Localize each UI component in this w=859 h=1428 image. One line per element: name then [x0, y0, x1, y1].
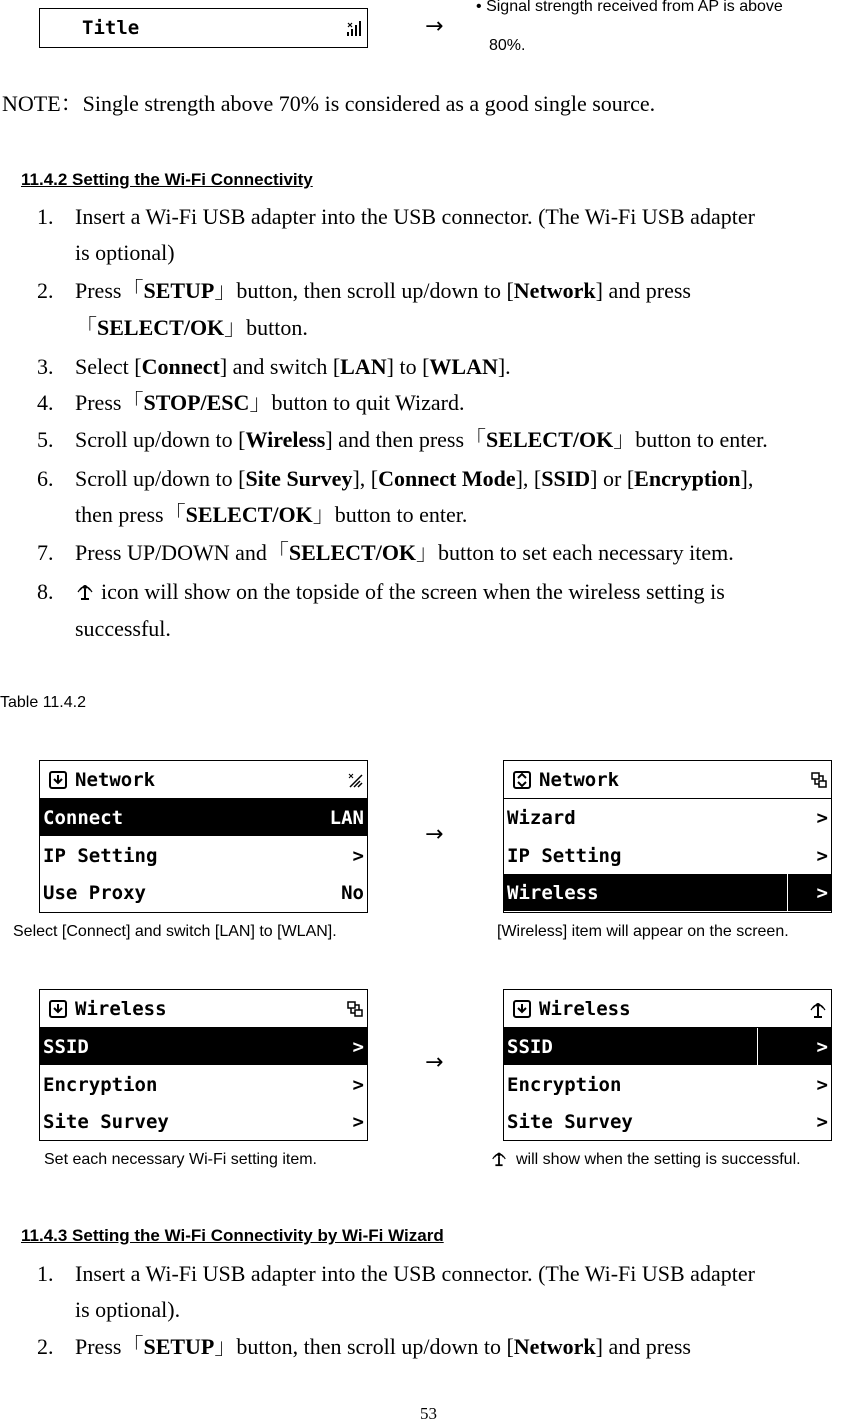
step-text: 」button to set each necessary item.	[416, 540, 734, 565]
row-value: >	[816, 1110, 828, 1133]
row-value: >	[816, 806, 828, 829]
step-num: 8.	[37, 579, 54, 604]
step-bold: WLAN	[429, 354, 498, 379]
row-label: IP Setting	[43, 844, 158, 867]
lcd-title: Network	[75, 768, 156, 791]
step-2	[37, 273, 691, 309]
down-arrow-icon	[49, 771, 67, 789]
step-num: 4.	[37, 390, 54, 415]
step-6-cont	[75, 497, 467, 533]
caption-1: Select [Connect] and switch [LAN] to [WLAN].	[13, 923, 337, 940]
step-text: Scroll up/down to [	[75, 466, 246, 491]
row-label: IP Setting	[507, 844, 622, 867]
row-value-cell	[757, 1028, 831, 1065]
step-num: 5.	[37, 427, 54, 452]
step-text: ], [	[352, 466, 379, 491]
no-signal-icon	[346, 771, 364, 789]
step-bold: Wireless	[245, 427, 326, 452]
step-text: 」button to quit Wizard.	[249, 390, 465, 415]
step-text: icon will show on the topside of the screen when the wireless setting is	[101, 579, 725, 604]
row-label: Site Survey	[43, 1110, 169, 1133]
wifi-connected-icon	[75, 581, 95, 601]
step-bold: SELECT/OK	[288, 540, 417, 565]
menu-row-site-survey[interactable]	[40, 1103, 367, 1140]
section-heading-1142: 11.4.2 Setting the Wi-Fi Connectivity	[21, 170, 313, 189]
step-text: Press「	[75, 390, 144, 415]
row-value: >	[816, 881, 828, 904]
row-label: Encryption	[507, 1073, 622, 1096]
lcd-title: Wireless	[75, 997, 167, 1020]
row-value: LAN	[329, 806, 364, 829]
row-label: Encryption	[43, 1073, 158, 1096]
menu-row-ip-setting[interactable]	[40, 837, 367, 874]
menu-row-wireless[interactable]	[504, 874, 831, 911]
step-1-cont: is optional).	[75, 1297, 181, 1322]
step-1-cont: is optional)	[75, 240, 175, 265]
lcd-header	[40, 990, 367, 1028]
step-4	[37, 385, 464, 421]
lcd-screen-wireless-1	[39, 989, 368, 1141]
row-label: Site Survey	[507, 1110, 633, 1133]
bullet: •	[476, 0, 482, 15]
step-8	[37, 574, 725, 610]
table-label: Table 11.4.2	[0, 694, 86, 711]
step-text: 「	[75, 315, 98, 340]
top-arrow: →	[425, 14, 444, 39]
step-text: 」button to enter.	[312, 502, 468, 527]
step-text: Insert a Wi-Fi USB adapter into the USB connector. (The Wi-Fi USB adapter	[75, 1261, 755, 1286]
step-bold: SELECT/OK	[486, 427, 614, 452]
step-bold: Network	[513, 1334, 596, 1359]
step-7	[37, 535, 734, 571]
row-value: >	[352, 1110, 364, 1133]
step-bold: Site Survey	[245, 466, 353, 491]
section-heading-1143: 11.4.3 Setting the Wi-Fi Connectivity by Wi-Fi Wizard	[21, 1226, 444, 1245]
note-text: NOTE：Single strength above 70% is considered as a good single source.	[2, 91, 656, 116]
step-text: ] and press	[595, 1334, 691, 1359]
menu-row-wizard[interactable]	[504, 799, 831, 836]
row-value: >	[816, 1073, 828, 1096]
step-text: 」button.	[224, 315, 308, 340]
down-arrow-icon	[513, 1000, 531, 1018]
step-text: Select [	[75, 354, 142, 379]
step-bold: LAN	[340, 354, 387, 379]
signal-strength-icon	[346, 19, 364, 37]
step-bold: SETUP	[143, 1334, 215, 1359]
step-bold: SETUP	[143, 278, 215, 303]
step-2	[37, 1329, 691, 1365]
down-arrow-icon	[49, 1000, 67, 1018]
step-5	[37, 422, 768, 458]
lcd-header	[504, 761, 831, 799]
step-text: Insert a Wi-Fi USB adapter into the USB connector. (The Wi-Fi USB adapter	[75, 204, 755, 229]
menu-row-ssid[interactable]	[504, 1028, 831, 1065]
step-text: ], [	[515, 466, 542, 491]
menu-row-ip-setting[interactable]	[504, 837, 831, 874]
step-bold: Network	[513, 278, 596, 303]
page-number: 53	[420, 1404, 437, 1423]
row-value: >	[352, 1073, 364, 1096]
step-1	[37, 199, 755, 235]
step-num: 1.	[37, 1261, 54, 1286]
menu-row-ssid[interactable]	[40, 1028, 367, 1065]
step-bold: SSID	[541, 466, 591, 491]
row-value: No	[341, 881, 364, 904]
lcd-header	[40, 761, 367, 799]
step-num: 1.	[37, 204, 54, 229]
step-text: ],	[740, 466, 754, 491]
lcd-title: Network	[539, 768, 620, 791]
row-value: >	[816, 1035, 828, 1058]
top-lcd-screen	[39, 8, 368, 48]
step-text: Press UP/DOWN and「	[75, 540, 289, 565]
step-bold: Connect	[141, 354, 220, 379]
lcd-header	[504, 990, 831, 1028]
step-bold: STOP/ESC	[143, 390, 250, 415]
step-num: 7.	[37, 540, 54, 565]
row-label: SSID	[507, 1035, 553, 1058]
network-icon	[346, 1000, 364, 1018]
wifi-connected-icon	[808, 998, 828, 1020]
lcd-screen-wireless-2	[503, 989, 832, 1141]
menu-row-connect[interactable]	[40, 799, 367, 836]
step-text: ] to [	[386, 354, 430, 379]
step-text: ] and press	[595, 278, 691, 303]
step-bold: Encryption	[634, 466, 741, 491]
up-down-arrow-icon	[513, 771, 531, 789]
top-screen-title: Title	[82, 17, 140, 39]
step-num: 2.	[37, 278, 54, 303]
caption-4	[490, 1149, 801, 1169]
menu-row-site-survey[interactable]	[504, 1103, 831, 1140]
step-text: ] or [	[590, 466, 635, 491]
row-label: Connect	[43, 806, 124, 829]
step-2-cont	[75, 310, 308, 346]
lcd-title: Wireless	[539, 997, 631, 1020]
step-3	[37, 349, 511, 385]
row-value: >	[816, 844, 828, 867]
lcd-screen-network-1	[39, 760, 368, 913]
top-note-text1: Signal strength received from AP is above	[486, 0, 783, 15]
top-screen-header	[40, 9, 367, 47]
row-label: Wizard	[507, 806, 576, 829]
menu-row-encryption[interactable]	[40, 1066, 367, 1103]
step-num: 2.	[37, 1334, 54, 1359]
step-bold: SELECT/OK	[185, 502, 313, 527]
step-text: ] and then press「	[325, 427, 487, 452]
step-text: 」button, then scroll up/down to [	[214, 1334, 514, 1359]
step-text: ].	[497, 354, 511, 379]
step-1	[37, 1256, 755, 1292]
step-num: 6.	[37, 466, 54, 491]
top-note-line1	[476, 0, 783, 16]
step-text: Scroll up/down to [	[75, 427, 246, 452]
wifi-connected-icon	[490, 1149, 508, 1167]
top-note-line2: 80%.	[489, 37, 526, 54]
step-8-cont: successful.	[75, 616, 171, 641]
menu-row-use-proxy[interactable]	[40, 874, 367, 911]
caption-3: Set each necessary Wi-Fi setting item.	[44, 1151, 317, 1168]
lcd-screen-network-2	[503, 760, 832, 913]
step-text: ] and switch [	[219, 354, 341, 379]
row-value: >	[352, 844, 364, 867]
menu-row-encryption[interactable]	[504, 1066, 831, 1103]
caption-2: [Wireless] item will appear on the screen.	[497, 923, 789, 940]
row-value-cell	[787, 874, 831, 911]
arrow-1: →	[425, 822, 444, 847]
step-text: 」button, then scroll up/down to [	[214, 278, 514, 303]
row-label: Use Proxy	[43, 881, 146, 904]
step-text: Press「	[75, 278, 144, 303]
arrow-2: →	[425, 1050, 444, 1075]
step-text: Press「	[75, 1334, 144, 1359]
step-bold: SELECT/OK	[97, 315, 225, 340]
step-text: then press「	[75, 502, 186, 527]
row-label: SSID	[43, 1035, 89, 1058]
step-num: 3.	[37, 354, 54, 379]
step-text: 」button to enter.	[613, 427, 768, 452]
step-bold: Connect Mode	[378, 466, 516, 491]
row-label: Wireless	[507, 881, 599, 904]
step-6	[37, 461, 753, 497]
row-value: >	[352, 1035, 364, 1058]
network-icon	[810, 771, 828, 789]
caption-text: will show when the setting is successful.	[516, 1151, 801, 1168]
